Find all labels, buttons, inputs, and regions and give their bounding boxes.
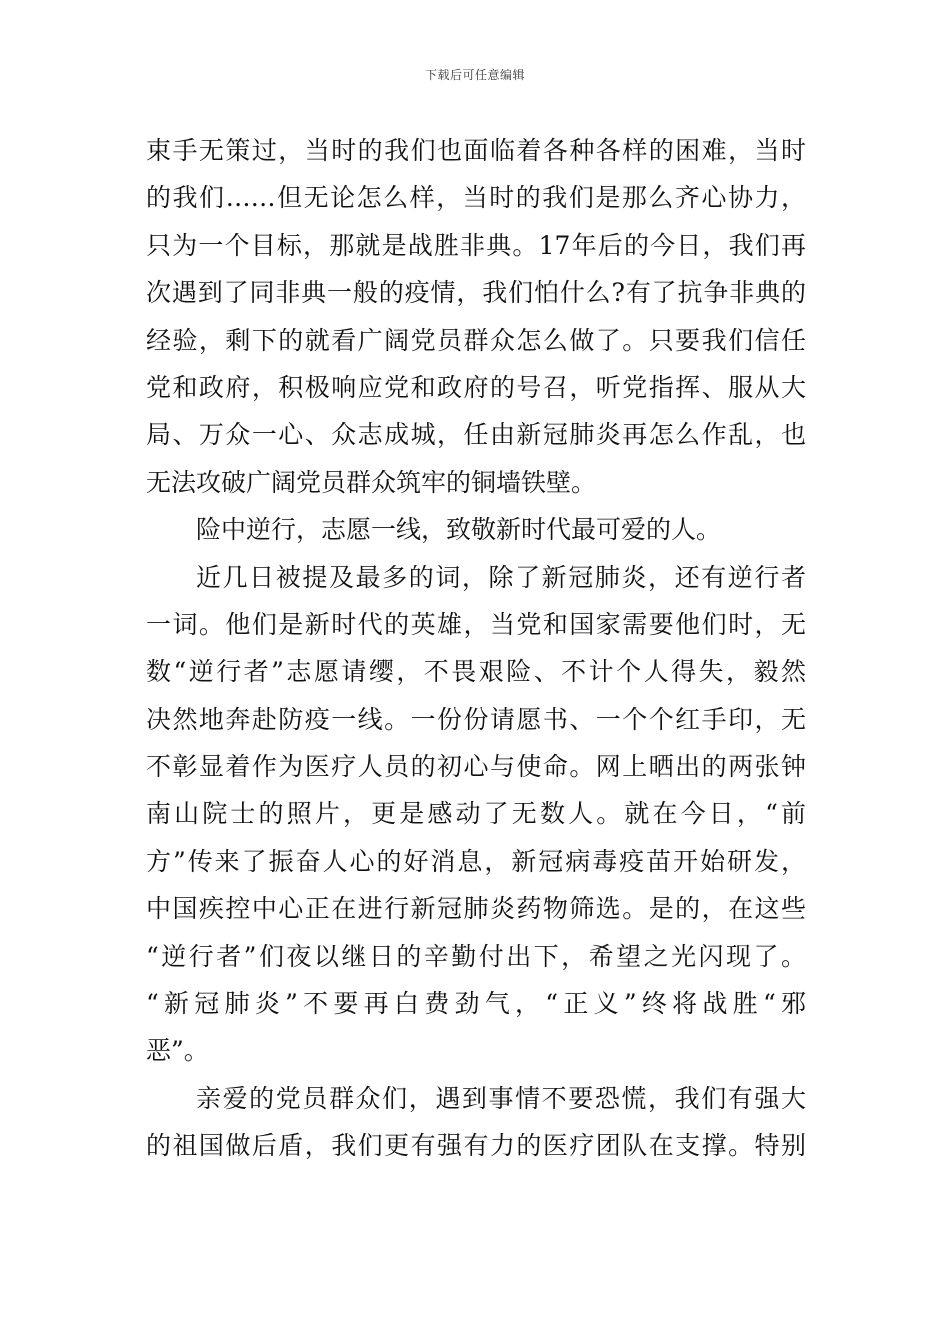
text-line: 险中逆行，志愿一线，致敬新时代最可爱的人。	[196, 515, 722, 545]
text-line: 的祖国做后盾，我们更有强有力的医疗团队在支撑。特别	[146, 1131, 806, 1161]
text-line: 南山院士的照片，更是感动了无数人。就在今日，“前	[146, 799, 806, 829]
text-line: 经验，剩下的就看广阔党员群众怎么做了。只要我们信任	[146, 325, 806, 355]
text-line: 次遇到了同非典一般的疫情，我们怕什么?有了抗争非典的	[146, 278, 806, 308]
text-line: 束手无策过，当时的我们也面临着各种各样的困难，当时	[146, 136, 806, 165]
text-line: 近几日被提及最多的词，除了新冠肺炎，还有逆行者	[196, 562, 806, 592]
text-line: “逆行者”们夜以继日的辛勤付出下，希望之光闪现了。	[146, 941, 806, 971]
text-line: 恶”。	[146, 1036, 209, 1066]
paragraph-4	[146, 1075, 806, 1170]
text-line: 无法攻破广阔党员群众筑牢的铜墙铁壁。	[146, 467, 597, 497]
text-line: 亲爱的党员群众们，遇到事情不要恐慌，我们有强大	[196, 1083, 806, 1113]
text-line: 方”传来了振奋人心的好消息，新冠病毒疫苗开始研发，	[146, 846, 806, 876]
text-line: 数“逆行者”志愿请缨，不畏艰险、不计个人得失，毅然	[146, 657, 806, 687]
paragraph-1	[146, 127, 806, 506]
text-line: 局、万众一心、众志成城，任由新冠肺炎再怎么作乱，也	[146, 420, 806, 450]
paragraph-3	[146, 554, 806, 1075]
text-line: 不彰显着作为医疗人员的初心与使命。网上晒出的两张钟	[146, 752, 806, 782]
text-line: 决然地奔赴防疫一线。一份份请愿书、一个个红手印，无	[146, 704, 806, 734]
page-header: 下载后可任意编辑	[424, 68, 525, 82]
document-body	[146, 127, 806, 1170]
text-line: 只为一个目标，那就是战胜非典。17年后的今日，我们再	[146, 230, 806, 260]
text-line: 的我们……但无论怎么样，当时的我们是那么齐心协力，	[146, 183, 806, 213]
text-line: 一词。他们是新时代的英雄，当党和国家需要他们时，无	[146, 609, 806, 639]
text-line: 中国疾控中心正在进行新冠肺炎药物筛选。是的，在这些	[146, 894, 806, 924]
text-line: “新冠肺炎”不要再白费劲气，“正义”终将战胜“邪	[146, 989, 806, 1019]
text-line: 党和政府，积极响应党和政府的号召，听党指挥、服从大	[146, 372, 806, 402]
paragraph-2	[146, 506, 806, 553]
